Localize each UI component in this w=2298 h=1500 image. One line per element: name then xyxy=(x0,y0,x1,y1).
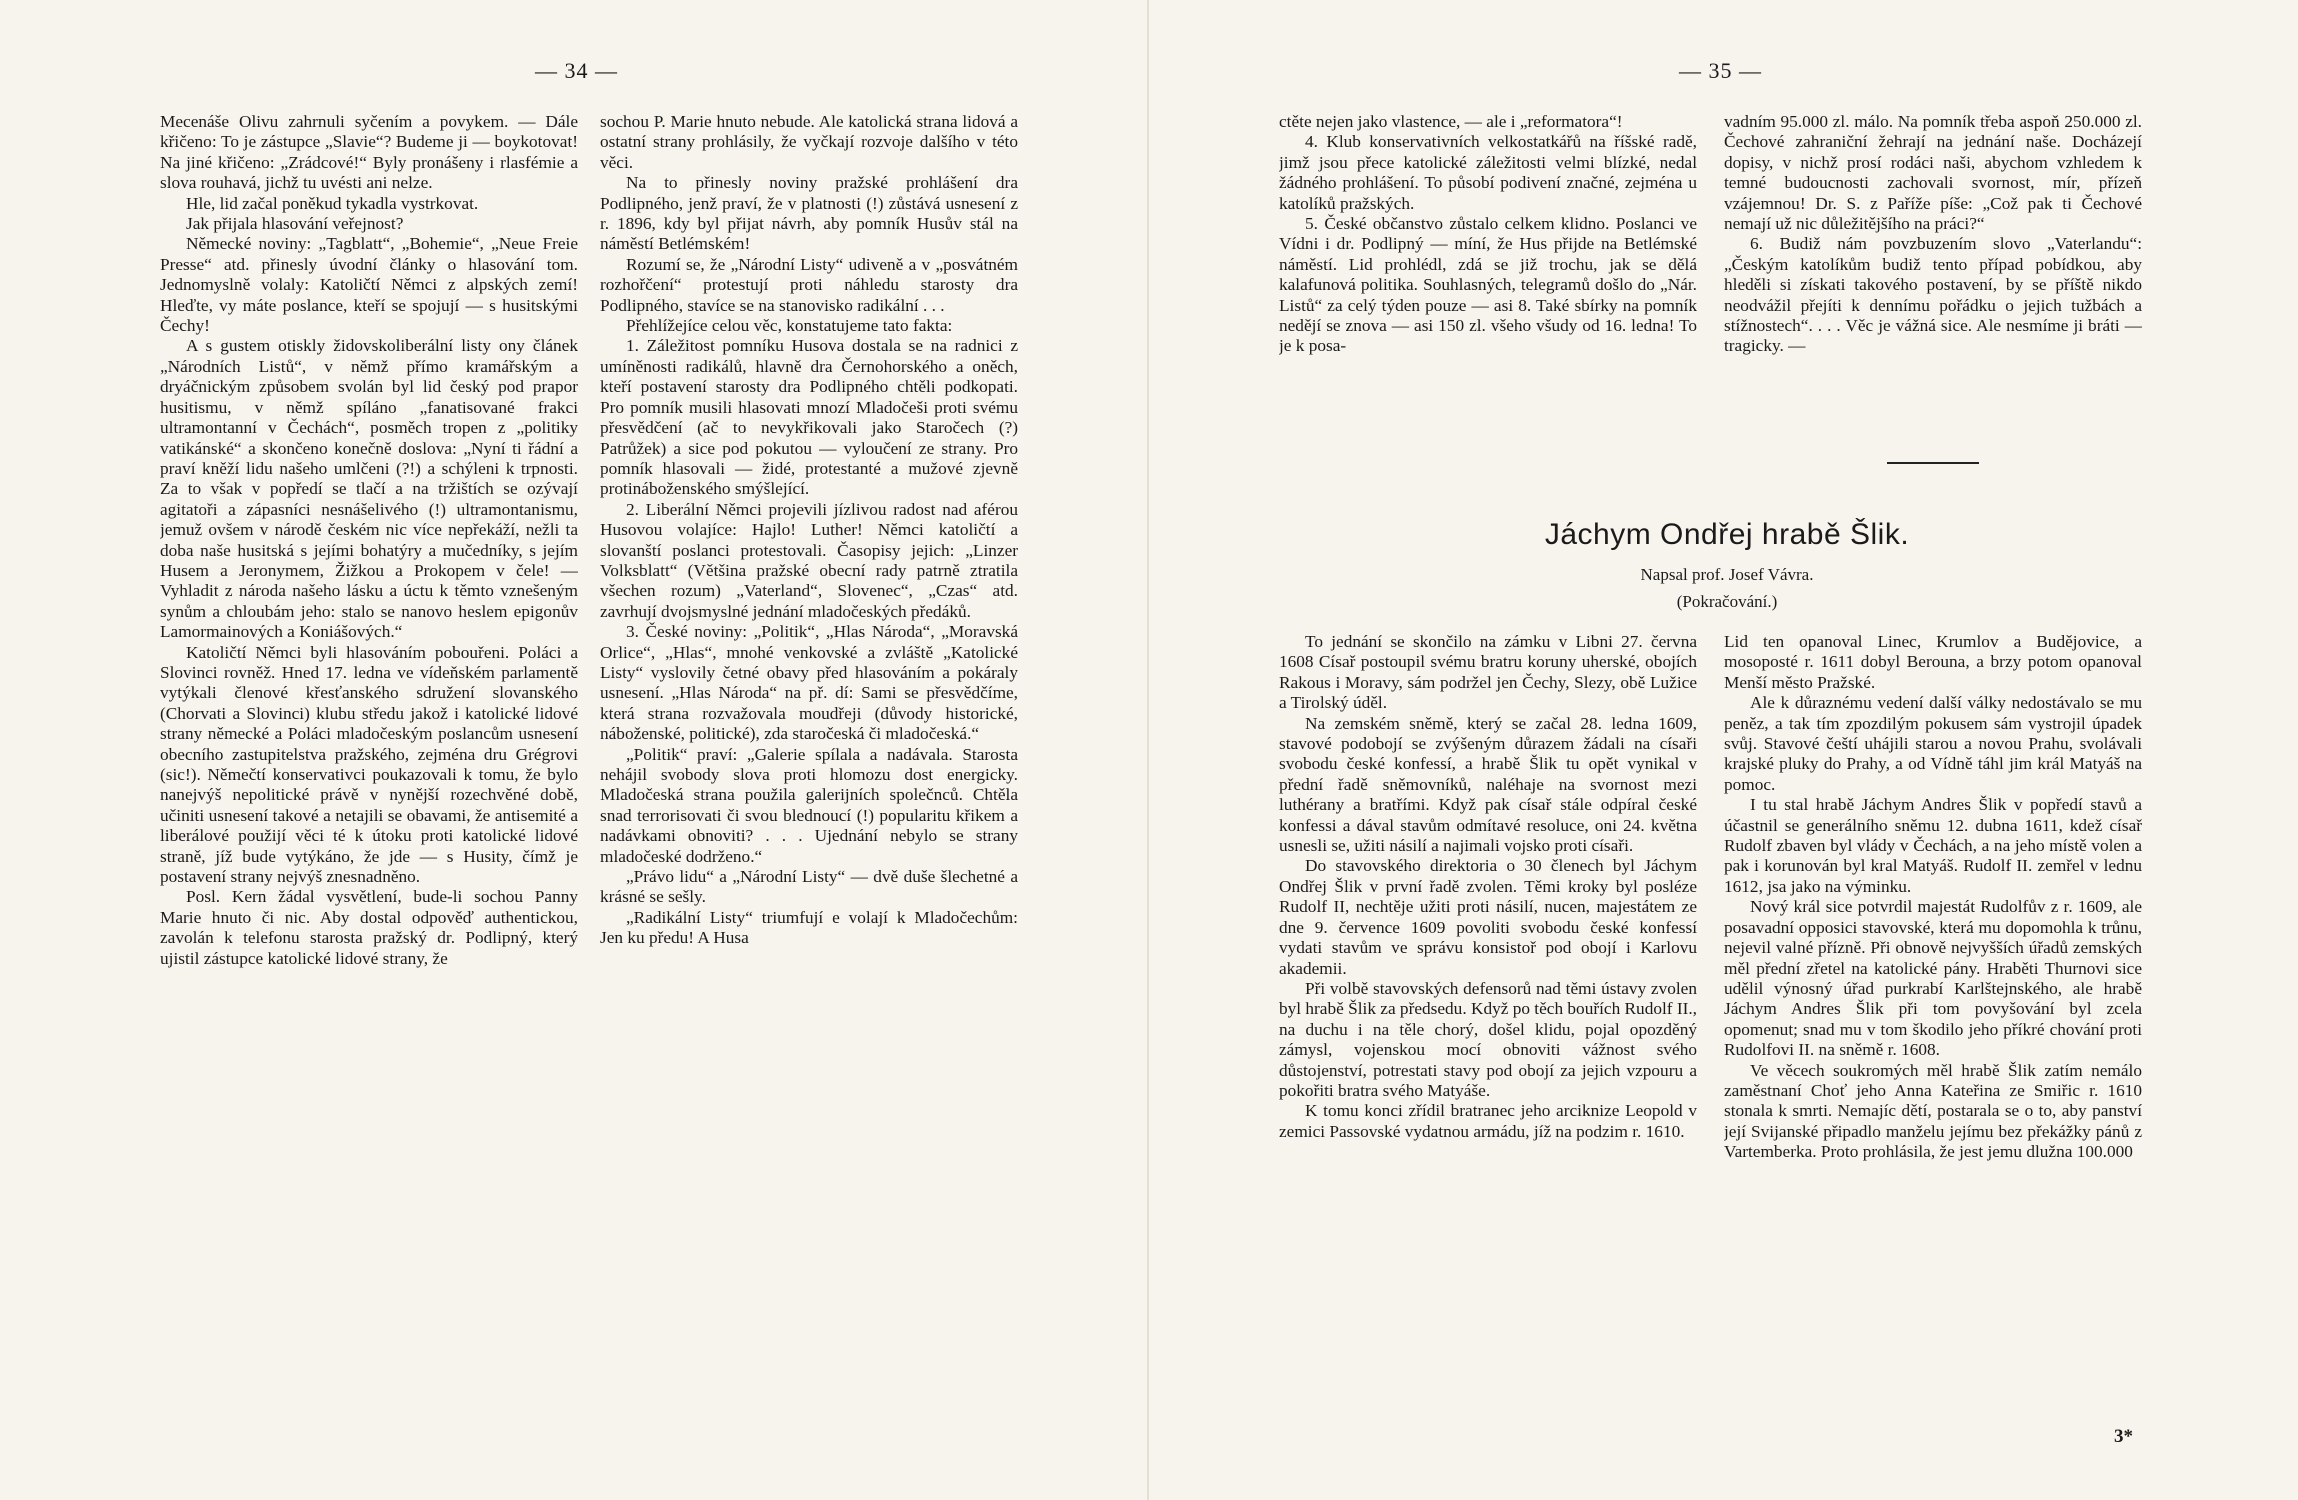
article-author: Napsal prof. Josef Vávra. xyxy=(1640,565,1814,584)
article-title: Jáchym Ondřej hrabě Šlik. xyxy=(1544,518,1910,551)
paragraph: „Právo lidu“ a „Národní Listy“ — dvě duše šlechetné a krásné se sešly. xyxy=(600,867,1018,907)
paragraph: 6. Budiž nám povzbuzením slovo „Vaterlandu“: „Českým katolíkům budiž tento případ pobídkou, aby hleděli si získati takového postavení, by se příště nikdo neodvážil přejíti k dennímu pořádku o jejich tužbách a stížnostech“. . . . Věc je vážná sice. Ale nesmíme ji bráti — tragicky. — xyxy=(1724,234,2142,356)
paragraph: Hle, lid začal poněkud tykadla vystrkovat. xyxy=(186,193,479,213)
paragraph: A s gustem otiskly židovskoliberální listy ony článek „Národních Listů“, v němž přímo kramářským a dryáčnickým způsobem svolán byl lid český pod prapor husitismu, v němž spíláno „fanatisované frakci ultramontanní v Čechách“, posměch tropen z „politiky vatikánské“ a skončeno konečně doslova: „Nyní ti řádní a praví kněží lidu našeho umlčeni (?!) a schýleni k trpnosti. Za to však v popředí se tlačí a na tržištích se ozývají agitatoři a zápasníci nesnášelivého (!) ultramontanismu, jemuž ovšem v národě českém nic více nepřekáží, nežli ta doba naše husitská s jejími bohatýry a mučedníky, s jejím Husem a Jeronymem, Žižkou a Prokopem v čele! — Vyhladit z národa našeho lásku a úctu k těmto vznešeným synům a chloubám jeho: stalo se nanovo heslem epigonův Lamormainových a Koniášových.“ xyxy=(160,336,578,642)
paragraph: Rozumí se, že „Národní Listy“ udiveně a v „posvátném rozhořčení“ protestují proti náhledu starosty dra Podlipného, stavíce se na stanovisko radikální . . . xyxy=(600,254,1018,315)
paragraph: Do stavovského direktoria o 30 členech byl Jáchym Ondřej Šlik v první řadě zvolen. Těmi kroky byl posléze Rudolf II, nechtěje užiti proti násilí, nucen, majestátem ze dne 9. července 1609 povoliti svobodu české konfessí vydati stavům ve správu konsistoř pod obojí i Karlovu akademii. xyxy=(1279,856,1697,978)
paragraph: Mecenáše Olivu zahrnuli syčením a povykem. — Dále křičeno: To je zástupce „Slavie“? Budeme ji — boykotovat! Na jiné křičeno: „Zrádcové!“ Byly pronášeny i rlasfémie a slova rouhavá, jichž tu uvésti ani nelze. xyxy=(160,112,578,193)
paragraph: „Politik“ praví: „Galerie spílala a nadávala. Starosta nehájil svobody slova proti hlomozu dost energicky. Mladočeská strana použila galerijních společnců. Chtěla snad terrorisovati či svou blednoucí (!) popularitu křikem a nadávkami obnoviti? . . . Ujednání nebylo se strany mladočeské dodrženo.“ xyxy=(600,744,1018,866)
paragraph: ctěte nejen jako vlastence, — ale i „reformatora“! xyxy=(1279,112,1623,131)
right-page-column-1 xyxy=(1279,112,1697,482)
paragraph: Lid ten opanoval Linec, Krumlov a Budějovice, a mosoposté r. 1611 dobyl Berouna, a brzy potom opanoval Menší město Pražské. xyxy=(1724,632,2142,692)
paragraph: Jak přijala hlasování veřejnost? xyxy=(186,214,404,234)
paragraph: K tomu konci zřídil bratranec jeho arciknize Leopold v zemici Passovské vydatnou armádu, jíž na podzim r. 1610. xyxy=(1279,1101,1697,1141)
paragraph: I tu stal hrabě Jáchym Andres Šlik v popředí stavů a účastnil se generálního sněmu 12. dubna 1611, kdež císař Rudolf zbaven byl vlády v Čechách, a na jeho místě volen a pak i korunován byl kral Matyáš. Rudolf II. zemřel v lednu 1612, jsa jako na výminku. xyxy=(1724,795,2142,896)
paragraph: sochou P. Marie hnuto nebude. Ale katolická strana lidová a ostatní strany prohlásily, že vyčkají rozvoje dalšího v této věci. xyxy=(600,112,1018,172)
page-number-left: — 34 — xyxy=(535,58,618,83)
paragraph: Na zemském sněmě, který se začal 28. ledna 1609, stavové podobojí se zvýšeným důrazem žádali na císaři svobodu české konfessí, a hrabě Šlik tu opět vynikal v přední řadě sněmovníků, naléhaje na svornost mezi luthérany a bratřími. Když pak císař stále odpíral české konfessi a dával stavům odmítavé resoluce, oni 24. května usnesli se, užiti násilí a najimali vojsko proti císaři. xyxy=(1279,713,1697,856)
right-page-column-4 xyxy=(1724,632,2142,1422)
paragraph: Německé noviny: „Tagblatt“, „Bohemie“, „Neue Freie Presse“ atd. přinesly úvodní články o hlasování tom. Jednomyslně volaly: Katoličtí Němci z alpských zemí! Hleďte, vy máte poslance, kteří se spojují — s husitskými Čechy! xyxy=(160,234,578,336)
right-page-column-3 xyxy=(1279,632,1697,1422)
paragraph: 4. Klub konservativních velkostatkářů na říšské radě, jimž jsou přece katolické záležitosti velmi blízké, nedal žádného prohlášení. To působí podivení značné, zejména u katolíků pražských. xyxy=(1279,132,1697,213)
paragraph: Ale k důraznému vedení další války nedostávalo se mu peněz, a tak tím zpozdilým pokusem sám vystrojil úpadek svůj. Stavové čeští uhájili starou a novou Prahu, svolávali krajské pluky do Prahy, a od Vídně táhl jim král Matyáš na pomoc. xyxy=(1724,693,2142,794)
paragraph: Při volbě stavovských defensorů nad těmi ústavy zvolen byl hrabě Šlik za předsedu. Když po těch bouřích Rudolf II., na duchu i na těle chorý, došel klidu, pojal opozděný zámysl, vojenskou mocí obnoviti vážnost svého důstojenství, potrestati stavy pod obojí za jejich vzpouru a pokořiti bratra svého Matyáše. xyxy=(1279,978,1697,1100)
paragraph: Přehlížejíce celou věc, konstatujeme tato fakta: xyxy=(626,316,953,336)
article-continuation: (Pokračování.) xyxy=(1676,592,1778,611)
page-number-right: — 35 — xyxy=(1679,58,1762,83)
signature-mark: 3* xyxy=(2114,1426,2133,1447)
paragraph: Na to přinesly noviny pražské prohlášení dra Podlipného, jenž praví, že v platnosti (!) zůstává usnesení z r. 1896, kdy byl přijat návrh, aby pomník Husův stál na náměstí Betlémském! xyxy=(600,173,1018,254)
left-page-column-2 xyxy=(600,112,1018,1422)
paragraph: Posl. Kern žádal vysvětlení, bude-li sochou Panny Marie hnuto či nic. Aby dostal odpověď authentickou, zavolán k telefonu starosta pražský dr. Podlipný, který ujistil zástupce katolické lidové strany, že xyxy=(160,887,578,968)
paragraph: To jednání se skončilo na zámku v Libni 27. června 1608 Císař postoupil svému bratru koruny uherské, obojích Rakous i Moravy, sám podržel jen Čechy, Slezy, obě Lužice a Tirolský úděl. xyxy=(1279,632,1697,713)
right-page-column-2 xyxy=(1724,112,2142,457)
paragraph: Katoličtí Němci byli hlasováním pobouřeni. Poláci a Slovinci rovněž. Hned 17. ledna ve vídeňském parlamentě vytýkali členové křesťanského sdružení slovanského (Chorvati a Slovinci) klubu středu jakož i katolické lidové strany německé a Poláci mladočeským poslancům usnesení obecního zastupitelstva pražského, zejména dru Grégrovi (sic!). Němečtí konservativci poukazovali k tomu, že bylo nanejvýš nepolitické právě v nynější rozechvěné době, učiniti usnesení takové a netajili se obavami, že antisemité a liberálové použijí věci té k útoku proti katolické lidové straně, jíž bude vytýkáno, že jde — s Husity, čímž je postavení strany nejvýš znesnadněno. xyxy=(160,642,578,887)
paragraph: 3. České noviny: „Politik“, „Hlas Národa“, „Moravská Orlice“, „Hlas“, mnohé venkovské a zvláště „Katolické Listy“ vyslovily četné obavy před hlasováním a pokáraly usnesení. „Hlas Národa“ na př. dí: Sami se přesvědčíme, která strana rozvažovala moudřeji (důvody historické, náboženské, politické), zda staročeská či mladočeská.“ xyxy=(600,622,1018,744)
paragraph: 1. Záležitost pomníku Husova dostala se na radnici z umíněnosti radikálů, hlavně dra Černohorského a oněch, kteří postavení starosty dra Podlipného chtěli podkopati. Pro pomník musili hlasovati mnozí Mladočeši proti svému přesvědčení (ač to nevykřikovali jako Staročech (?) Patrůžek) a sice pod pokutou — vyloučení ze strany. Pro pomník hlasovali — židé, protestanté a mužové zjevně protináboženského smýšlející. xyxy=(600,336,1018,499)
section-rule xyxy=(1887,462,1979,464)
left-page-column-1 xyxy=(160,112,578,1422)
paragraph: „Radikální Listy“ triumfují e volají k Mladočechům: Jen ku předu! A Husa xyxy=(600,907,1018,948)
paragraph: 2. Liberální Němci projevili jízlivou radost nad aférou Husovou volajíce: Hajlo! Luther! Němci katoličtí a slovanští poslanci protestovali. Časopisy jejich: „Linzer Volksblatt“ (Většina pražské obecní rady patrně ztratila všechen rozum) „Vaterland“, Slovenec“, „Czas“ atd. zavrhují dvojsmyslné jednání mladočeských předáků. xyxy=(600,499,1018,621)
paragraph: Nový král sice potvrdil majestát Rudolfův z r. 1609, ale posavadní opposici stavovské, která mu dopomohla k trůnu, nejevil valné přízně. Při obnově nejvyšších úřadů zemských měl přední zřetel na katolické pány. Hraběti Thurnovi sice udělil výnosný úřad purkrabí Karlštejnského, ale hrabě Jáchym Andres Šlik při tom povyšování byl zcela opomenut; snad mu v tom škodilo jeho příkré chování proti Rudolfovi II. na sněmě r. 1608. xyxy=(1724,897,2142,1060)
paragraph: Ve věcech soukromých měl hrabě Šlik zatím nemálo zaměstnaní Choť jeho Anna Kateřina ze Smiřic r. 1610 stonala k smrti. Nemajíc dětí, postarala se o to, aby panství její Svijanské připadlo manželu jejímu bez překážky pánů z Vartemberka. Proto prohlásila, že jest jemu dlužna 100.000 xyxy=(1724,1060,2142,1162)
paragraph: 5. České občanstvo zůstalo celkem klidno. Poslanci ve Vídni i dr. Podlipný — míní, že Hus přijde na Betlémské náměstí. Lid prohlédl, zdá se již trochu, jak se dělá kalafunová politika. Souhlasných, telegramů došlo do „Nár. Listů“ za celý týden pouze — asi 8. Také sbírky na pomník nedějí se znova — asi 150 zl. všeho všudy od 16. ledna! To je k posa- xyxy=(1279,214,1697,356)
paragraph: vadním 95.000 zl. málo. Na pomník třeba aspoň 250.000 zl. Čechové zahraniční žehrají na jednání naše. Docházejí dopisy, v nichž prosí rodáci naši, abychom vzhledem k temné budoucnosti zachovali svornost, mír, přízeň vzájemnou! Dr. S. z Paříže píše: „Což pak ti Čechové nemají už nic důležitějšího na práci?“ xyxy=(1724,112,2142,234)
right-page xyxy=(1149,0,2298,1500)
